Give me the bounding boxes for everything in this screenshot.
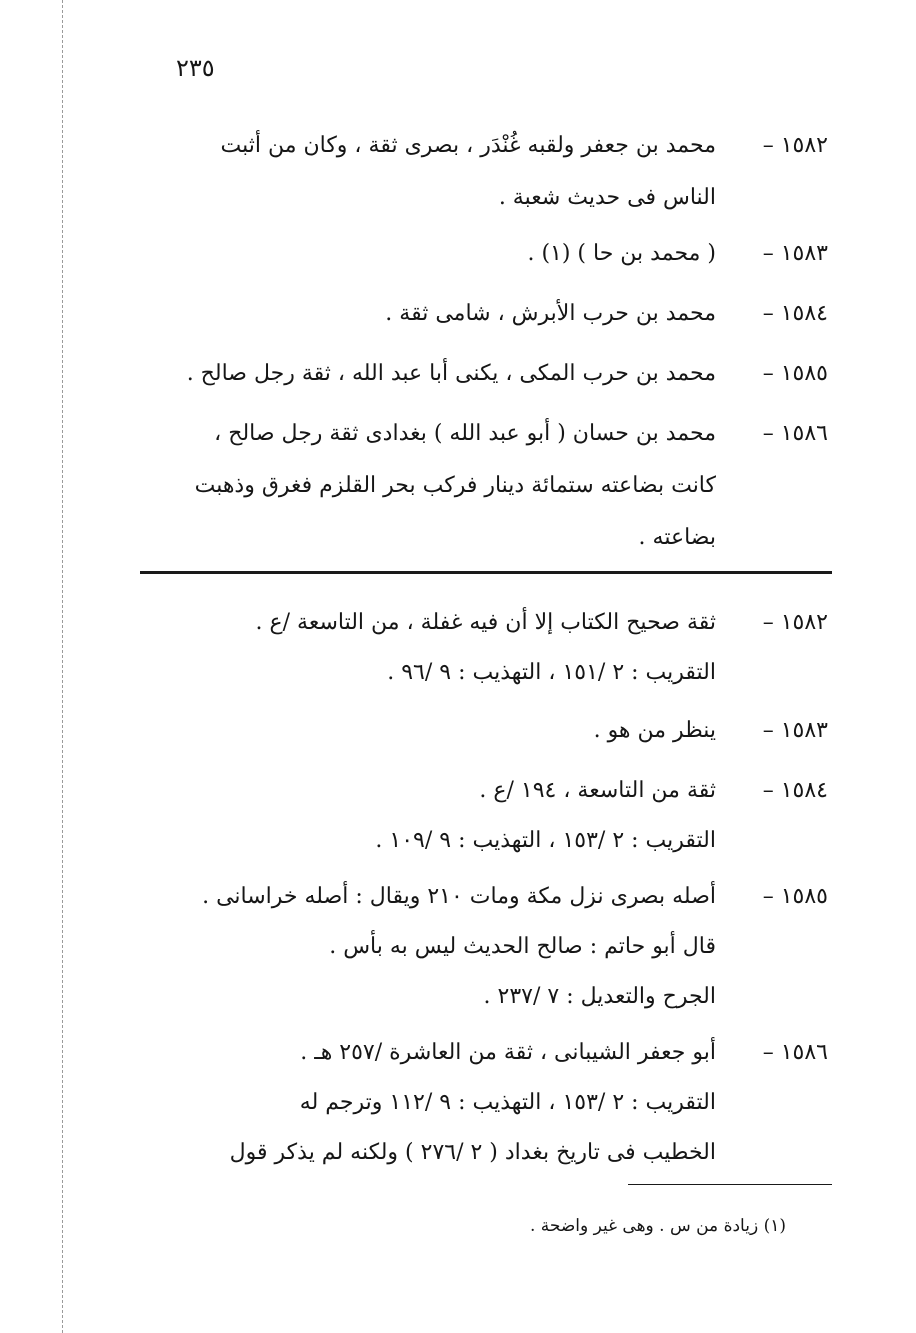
note-line: ينظر من هو . (593, 718, 716, 743)
note-entry (140, 706, 828, 756)
entry-number: ١٥٨٦ – (762, 1040, 828, 1065)
main-entry (140, 348, 828, 400)
note-line: قال أبو حاتم : صالح الحديث ليس به بأس . (329, 934, 716, 959)
margin-rule (62, 0, 63, 1333)
entry-line: بضاعته . (638, 525, 716, 550)
note-line: ثقة من التاسعة ، ١٩٤ /ع . (479, 778, 716, 803)
entry-number: ١٥٨٤ – (762, 778, 828, 803)
entry-line: محمد بن حرب المكى ، يكنى أبا عبد الله ، ثقة رجل صالح . (186, 361, 716, 386)
note-line: الخطيب فى تاريخ بغداد ( ٢ /٢٧٦ ) ولكنه لم يذكر قول (229, 1140, 716, 1165)
main-entry (140, 120, 828, 224)
entry-line: ( محمد بن حا ) (١) . (527, 241, 716, 266)
entry-line: محمد بن حرب الأبرش ، شامى ثقة . (385, 301, 716, 326)
entry-line: الناس فى حديث شعبة . (498, 185, 716, 210)
entry-line: كانت بضاعته ستمائة دينار فركب بحر القلزم فغرق وذهبت (194, 473, 716, 498)
page-number: ٢٣٥ (176, 54, 215, 82)
entry-number: ١٥٨٥ – (762, 884, 828, 909)
main-entry (140, 228, 828, 280)
note-entry (140, 598, 828, 698)
note-line: الجرح والتعديل : ٧ /٢٣٧ . (483, 984, 716, 1009)
entry-line: محمد بن حسان ( أبو عبد الله ) بغدادى ثقة رجل صالح ، (214, 421, 716, 446)
entry-number: ١٥٨٢ – (762, 133, 828, 158)
main-entry (140, 288, 828, 340)
entry-number: ١٥٨٦ – (762, 421, 828, 446)
note-entry (140, 766, 828, 866)
entry-number: ١٥٨٥ – (762, 361, 828, 386)
note-line: التقريب : ٢ /١٥١ ، التهذيب : ٩ /٩٦ . (387, 660, 716, 685)
entry-line: محمد بن جعفر ولقبه غُنْدَر ، بصرى ثقة ، وكان من أثبت (220, 133, 716, 158)
main-entry (140, 408, 828, 564)
entry-number: ١٥٨٤ – (762, 301, 828, 326)
note-line: أصله بصرى نزل مكة ومات ٢١٠ ويقال : أصله خراسانى . (202, 884, 716, 909)
entry-number: ١٥٨٢ – (762, 610, 828, 635)
note-line: التقريب : ٢ /١٥٣ ، التهذيب : ٩ /١٠٩ . (375, 828, 716, 853)
note-line: التقريب : ٢ /١٥٣ ، التهذيب : ٩ /١١٢ وترجم له (299, 1090, 716, 1115)
note-entry (140, 1028, 828, 1178)
entry-number: ١٥٨٣ – (762, 718, 828, 743)
note-line: أبو جعفر الشيبانى ، ثقة من العاشرة /٢٥٧ هـ . (300, 1040, 716, 1065)
section-divider (140, 571, 832, 574)
footnote-divider (628, 1184, 832, 1185)
footnote: (١) زيادة من س . وهى غير واضحة . (529, 1216, 786, 1236)
note-line: ثقة صحيح الكتاب إلا أن فيه غفلة ، من التاسعة /ع . (255, 610, 716, 635)
entry-number: ١٥٨٣ – (762, 241, 828, 266)
note-entry (140, 872, 828, 1022)
